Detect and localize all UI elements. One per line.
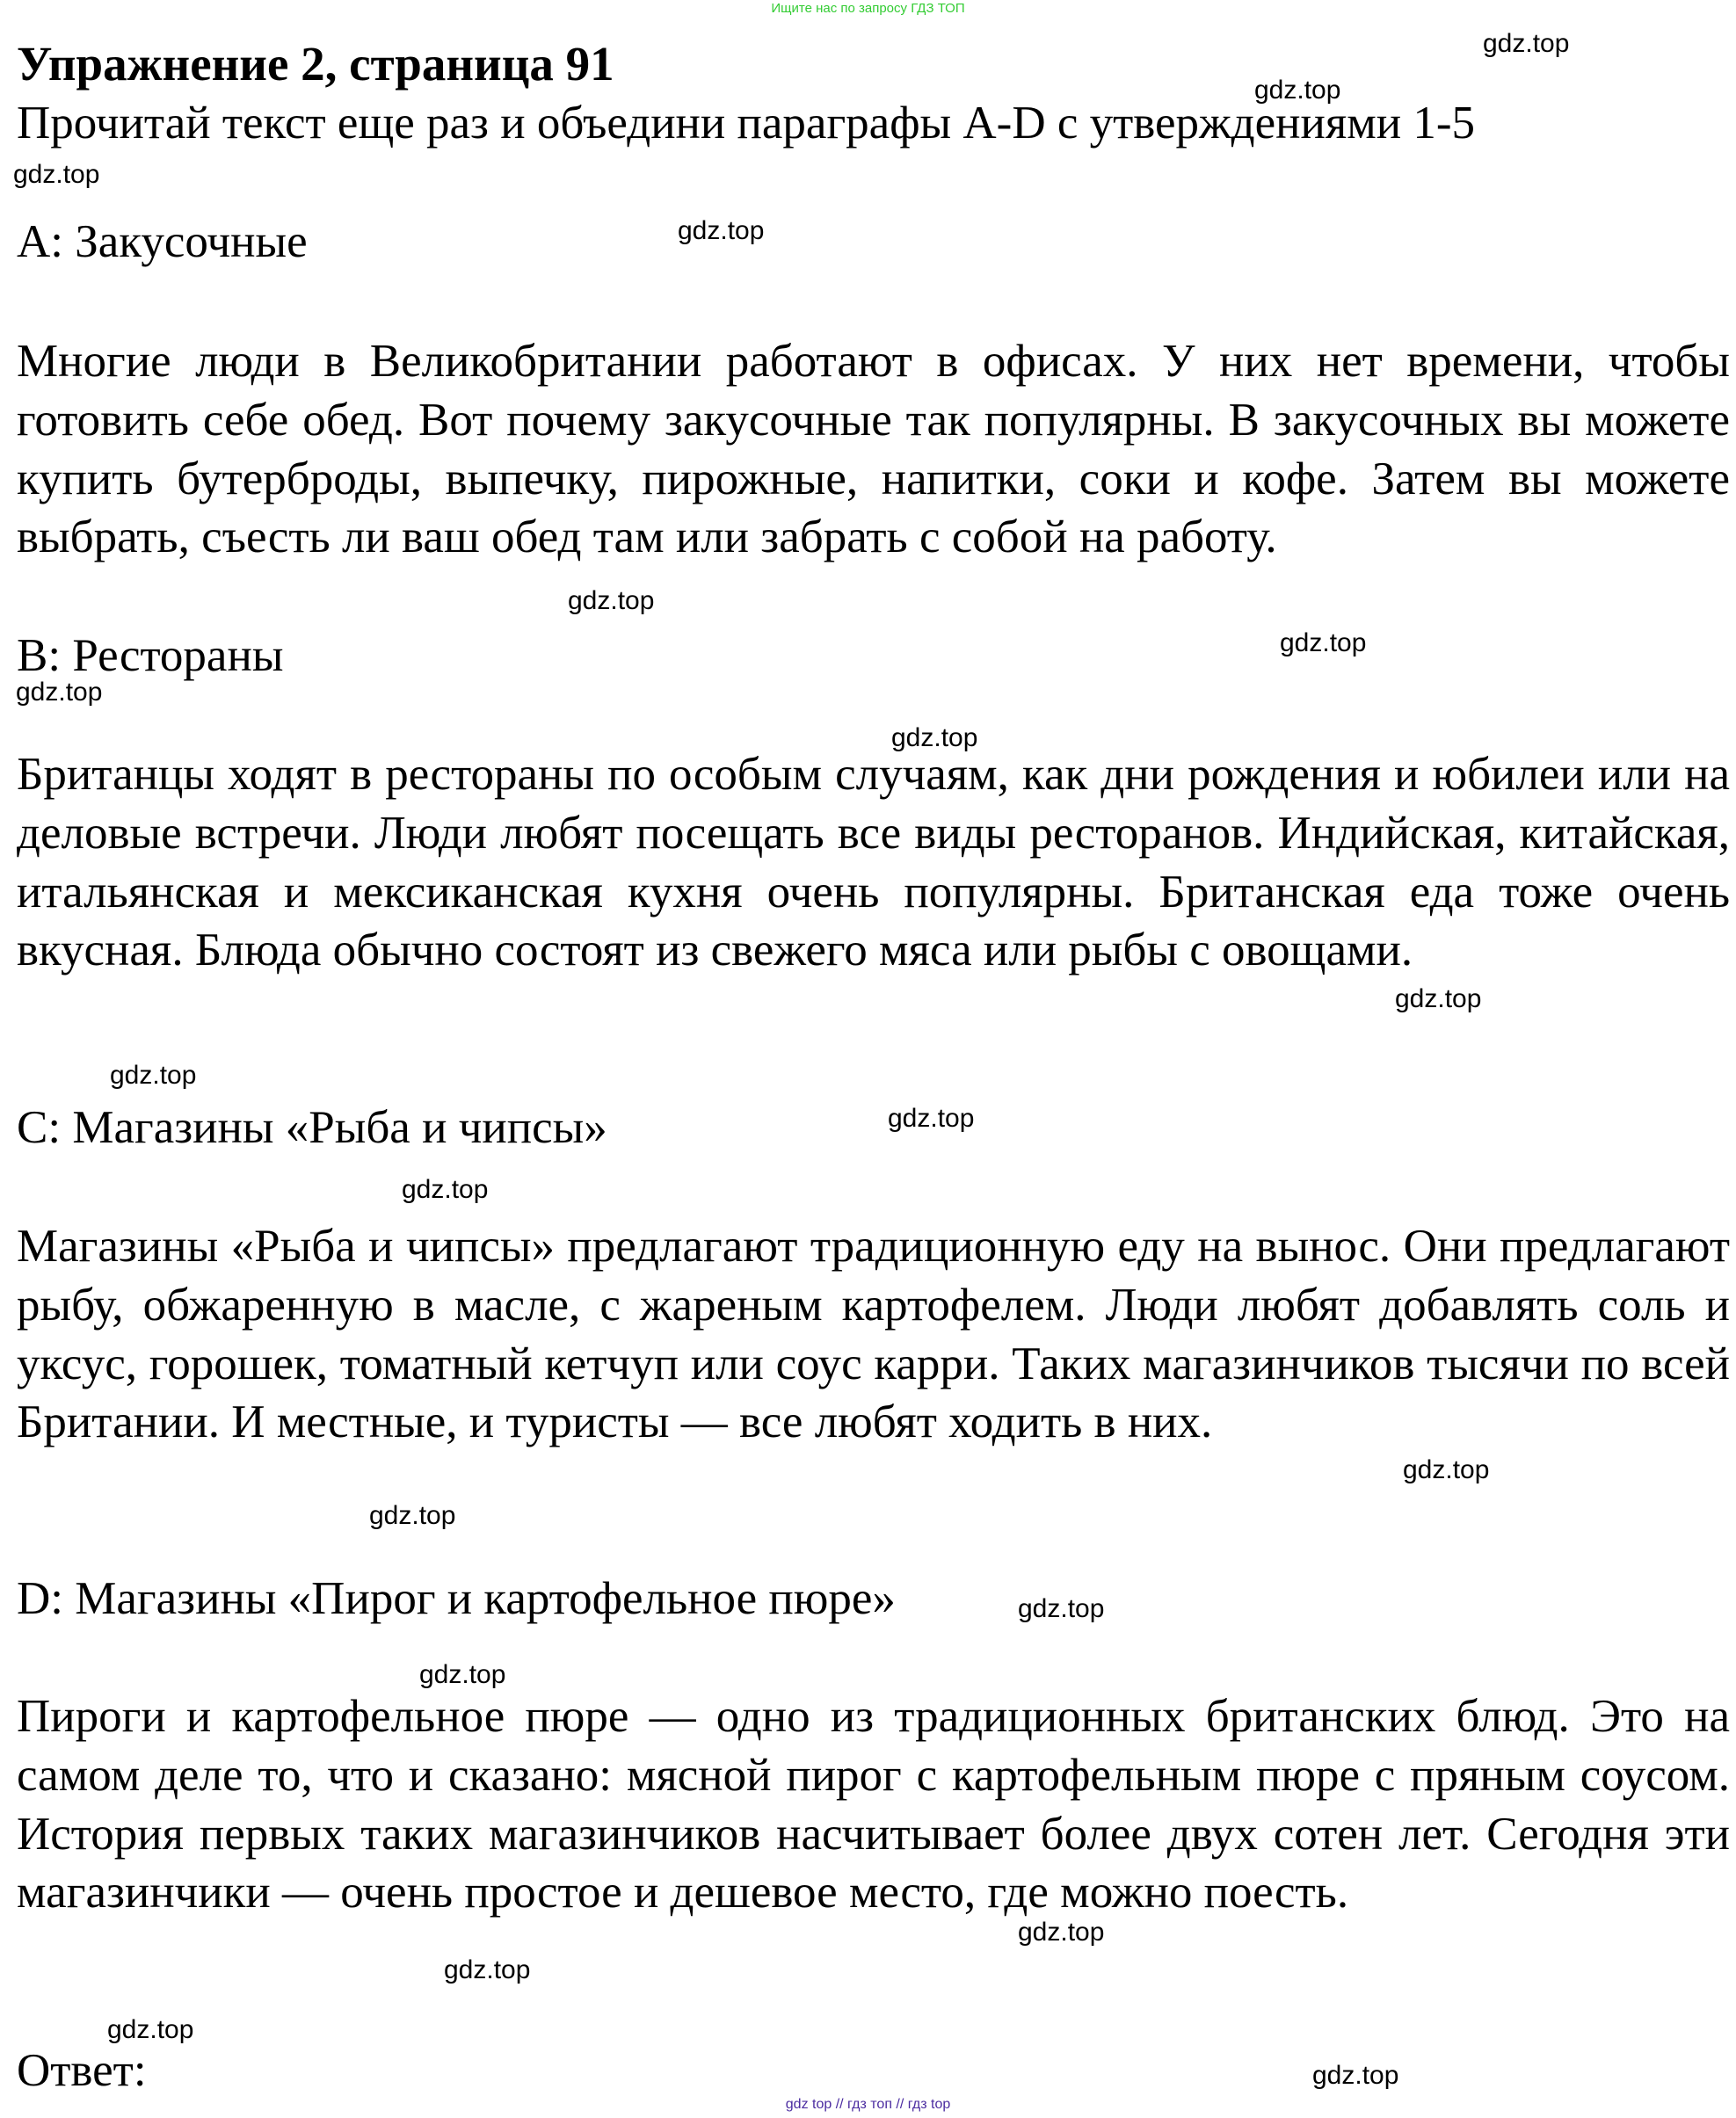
watermark: gdz.top xyxy=(1403,1455,1490,1484)
section-d-heading: D: Магазины «Пирог и картофельное пюре» xyxy=(17,1573,896,1624)
section-d-text: Пироги и картофельное пюре — одно из традиционных британских блюд. Это на самом деле то, что и сказано: мясной пирог с картофельным пюре с пряным соусом. История первых таких магазинчиков насчитывает более двух сотен лет. Сегодня эти магазинчики — очень простое и дешевое место, где можно поесть. xyxy=(17,1691,1730,1919)
watermark: gdz.top xyxy=(1395,984,1482,1013)
section-c-text: Магазины «Рыба и чипсы» предлагают традиционную еду на вынос. Они предлагают рыбу, обжаренную в масле, с жареным картофелем. Люди любят добавлять соль и уксус, горошек, томатный кетчуп или соус карри. Таких магазинчиков тысячи по всей Британии. И местные, и туристы — все любят ходить в них. xyxy=(17,1221,1730,1448)
watermark: gdz.top xyxy=(678,216,765,245)
watermark: gdz.top xyxy=(1483,29,1570,58)
watermark: gdz.top xyxy=(107,2015,194,2044)
exercise-instruction: Прочитай текст еще раз и объедини параграфы A-D с утверждениями 1-5 xyxy=(17,98,1476,149)
watermark: gdz.top xyxy=(1018,1918,1105,1947)
watermark: gdz.top xyxy=(402,1175,489,1204)
watermark: gdz.top xyxy=(419,1660,506,1689)
watermark: gdz.top xyxy=(1018,1594,1105,1623)
watermark: gdz.top xyxy=(16,678,103,707)
section-a-heading: A: Закусочные xyxy=(17,216,308,267)
watermark: gdz.top xyxy=(891,723,978,752)
watermark: gdz.top xyxy=(1254,76,1341,105)
section-a-text: Многие люди в Великобритании работают в офисах. У них нет времени, чтобы готовить себе обед. Вот почему закусочные так популярны. В закусочных вы можете купить бутерброды, выпечку, пирожные, напитки, соки и кофе. Затем вы можете выбрать, съесть ли ваш обед там или забрать с собой на работу. xyxy=(17,336,1730,563)
section-b-heading: B: Рестораны xyxy=(17,630,284,681)
watermark: gdz.top xyxy=(369,1501,456,1530)
watermark: gdz.top xyxy=(110,1061,197,1090)
watermark: gdz.top xyxy=(1280,628,1367,657)
watermark: gdz.top xyxy=(1312,2061,1399,2090)
watermark: gdz.top xyxy=(13,160,100,189)
section-c-heading: C: Магазины «Рыба и чипсы» xyxy=(17,1102,607,1153)
answer-label: Ответ: xyxy=(17,2045,147,2096)
watermark: gdz.top xyxy=(888,1104,975,1133)
watermark: gdz.top xyxy=(444,1955,531,1984)
watermark: gdz.top xyxy=(568,586,655,615)
exercise-title: Упражнение 2, страница 91 xyxy=(17,37,614,91)
section-b-text: Британцы ходят в рестораны по особым случаям, как дни рождения и юбилеи или на деловые встречи. Люди любят посещать все виды ресторанов. Индийская, китайская, итальянская и мексиканская кухня очень популярны. Британская еда тоже очень вкусная. Блюда обычно состоят из свежего мяса или рыбы с овощами. xyxy=(17,749,1730,976)
search-hint-banner: Ищите нас по запросу ГДЗ ТОП xyxy=(771,1,965,16)
footer-links: gdz top // гдз топ // гдз top xyxy=(785,2097,951,2112)
